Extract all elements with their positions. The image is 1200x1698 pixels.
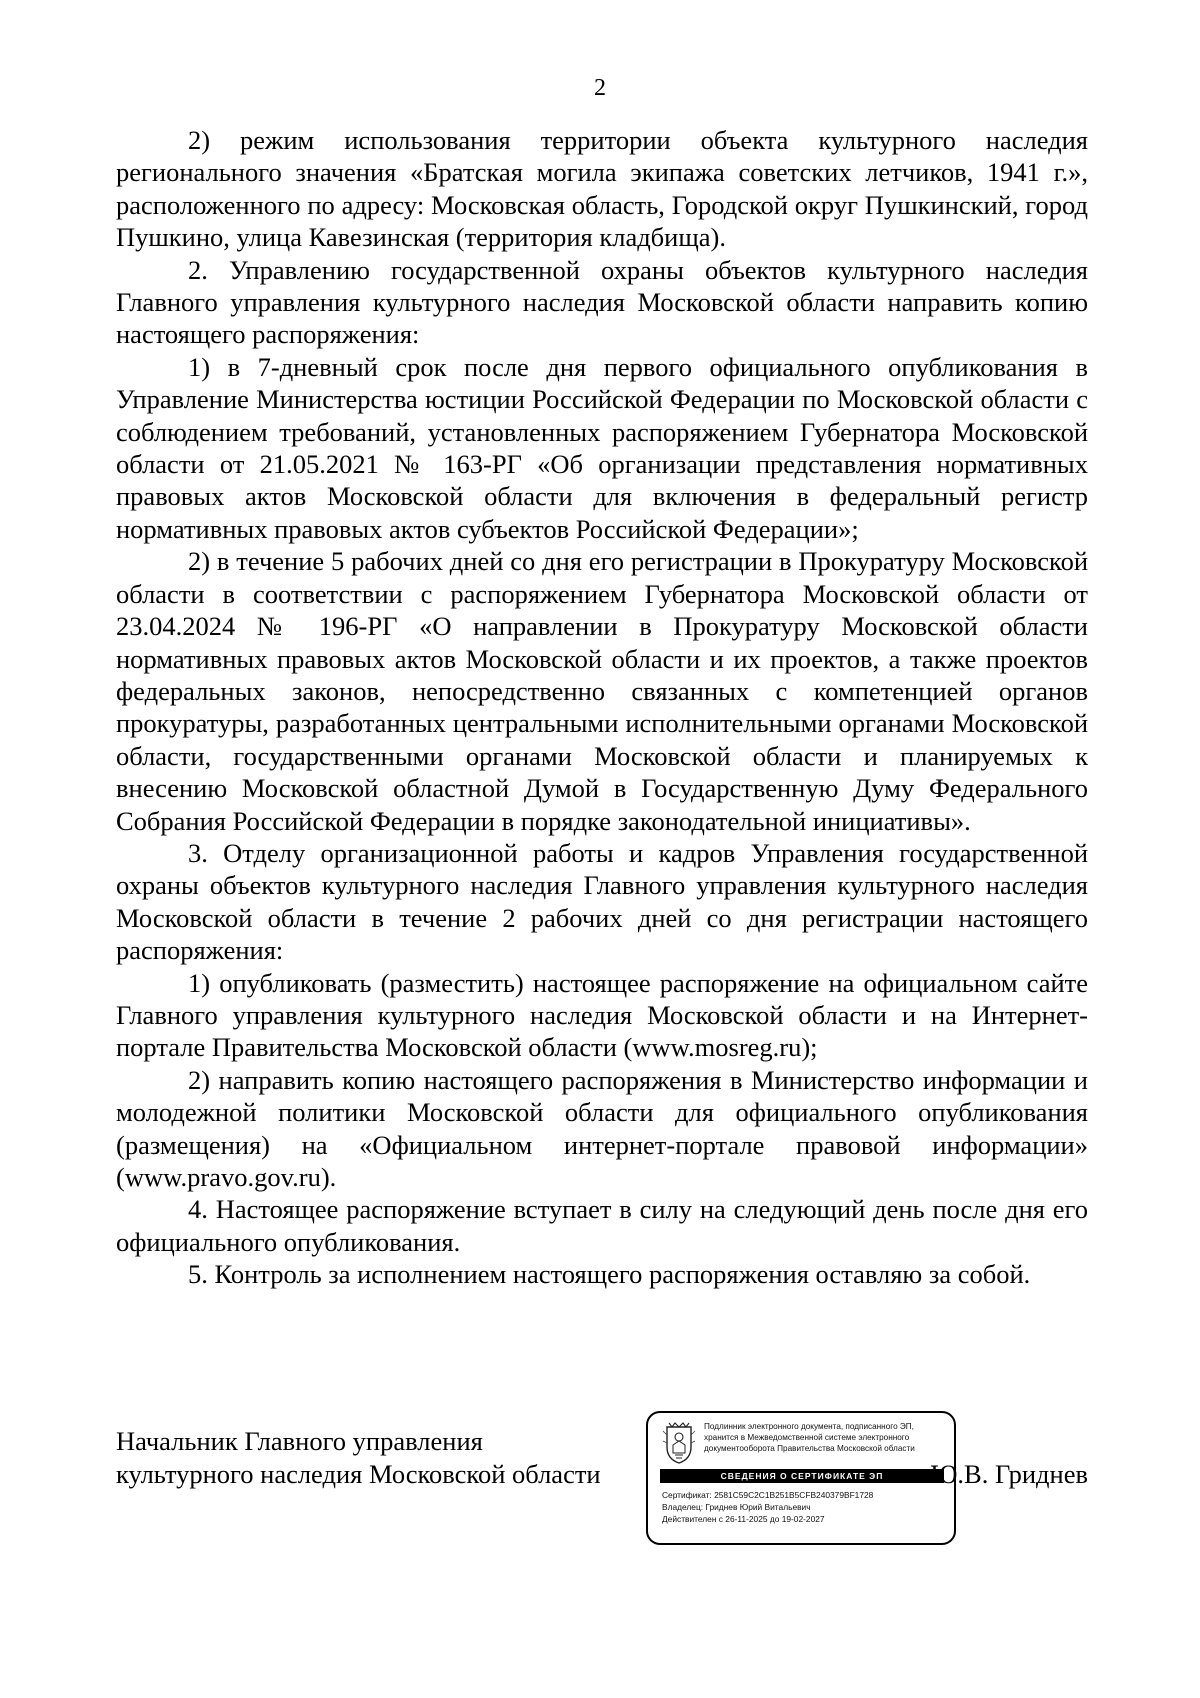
electronic-signature-stamp xyxy=(646,1411,956,1545)
stamp-note xyxy=(704,1421,950,1454)
stamp-certificate-number: Сертификат: 2581C59C2C1B251B5CFB240379BF1728 xyxy=(662,1490,874,1500)
paragraph-1-2-territory-regime: 2) режим использования территории объекта культурного наследия регионального значения «Братская могила экипажа советских летчиков, 1941 г.», расположенного по адресу: Московская область, Городской округ Пушкинский, город Пушкино, улица Кавезинская (территория кладбища). xyxy=(116,125,1088,253)
paragraph-3-1-publish: 1) опубликовать (разместить) настоящее распоряжение на официальном сайте Главного управления культурного наследия Московской области и на Интернет-портале Правительства Московской области (www.mosreg.ru); xyxy=(116,967,1088,1063)
paragraph-3-2-send-copy: 2) направить копию настоящего распоряжения в Министерство информации и молодежной политики Московской области для официального опубликования (размещения) на «Официальном интернет-портале правовой информации» (www.pravo.gov.ru). xyxy=(116,1064,1088,1192)
signatory-position-line-1: Начальник Главного управления xyxy=(116,1426,483,1456)
stamp-certificate-header: СВЕДЕНИЯ О СЕРТИФИКАТЕ ЭП xyxy=(660,1469,944,1483)
paragraph-2-2-prosecutor: 2) в течение 5 рабочих дней со дня его регистрации в Прокуратуру Московской области в соответствии с распоряжением Губернатора Московской области от 23.04.2024 № 196-РГ «О направлении в Прокуратуру Московской области нормативных правовых актов Московской области и их проектов, а также проектов федеральных законов, непосредственно связанных с компетенцией органов прокуратуры, разработанных центральными исполнительными органами Московской области, государственными органами Московской области и планируемых к внесению Московской областной Думой в Государственную Думу Федерального Собрания Российской Федерации в порядке законодательной инициативы». xyxy=(116,546,1088,836)
document-body xyxy=(116,124,1088,1291)
signatory-position-line-2: культурного наследия Московской области xyxy=(116,1459,601,1489)
stamp-certificate-details xyxy=(662,1489,946,1525)
paragraph-3-directive: 3. Отделу организационной работы и кадров Управления государственной охраны объектов культурного наследия Главного управления культурного наследия Московской области в течение 2 рабочих дней со дня регистрации настоящего распоряжения: xyxy=(116,837,1088,966)
paragraph-4-effective-date: 4. Настоящее распоряжение вступает в силу на следующий день после дня его официального опубликования. xyxy=(116,1194,1088,1257)
paragraph-2-1-justice-ministry: 1) в 7-дневный срок после дня первого официального опубликования в Управление Министерства юстиции Российской Федерации по Московской области с соблюдением требований, установленных распоряжением Губернатора Московской области от 21.05.2021 № 163-РГ «Об организации представления нормативных правовых актов Московской области для включения в федеральный регистр нормативных правовых актов субъектов Российской Федерации»; xyxy=(116,351,1088,544)
stamp-certificate-validity: Действителен с 26-11-2025 до 19-02-2027 xyxy=(662,1514,825,1524)
moscow-oblast-coat-of-arms-icon xyxy=(662,1421,696,1465)
page-number: 2 xyxy=(594,75,606,101)
paragraph-5-control: 5. Контроль за исполнением настоящего распоряжения оставляю за собой. xyxy=(188,1259,1031,1290)
stamp-note-line-3: документооборота Правительства Московской области xyxy=(704,1444,915,1453)
stamp-note-line-2: хранится в Межведомственной системе электронного xyxy=(704,1433,910,1442)
stamp-note-line-1: Подлинник электронного документа, подписанного ЭП, xyxy=(704,1422,914,1431)
signatory-name: Ю.В. Гриднев xyxy=(930,1459,1088,1489)
signatory-position xyxy=(116,1425,601,1491)
stamp-certificate-owner: Владелец: Гриднев Юрий Витальевич xyxy=(662,1502,811,1512)
paragraph-2-directive: 2. Управлению государственной охраны объектов культурного наследия Главного управления культурного наследия Московской области направить копию настоящего распоряжения: xyxy=(116,254,1088,350)
signature-block xyxy=(116,1422,1088,1575)
